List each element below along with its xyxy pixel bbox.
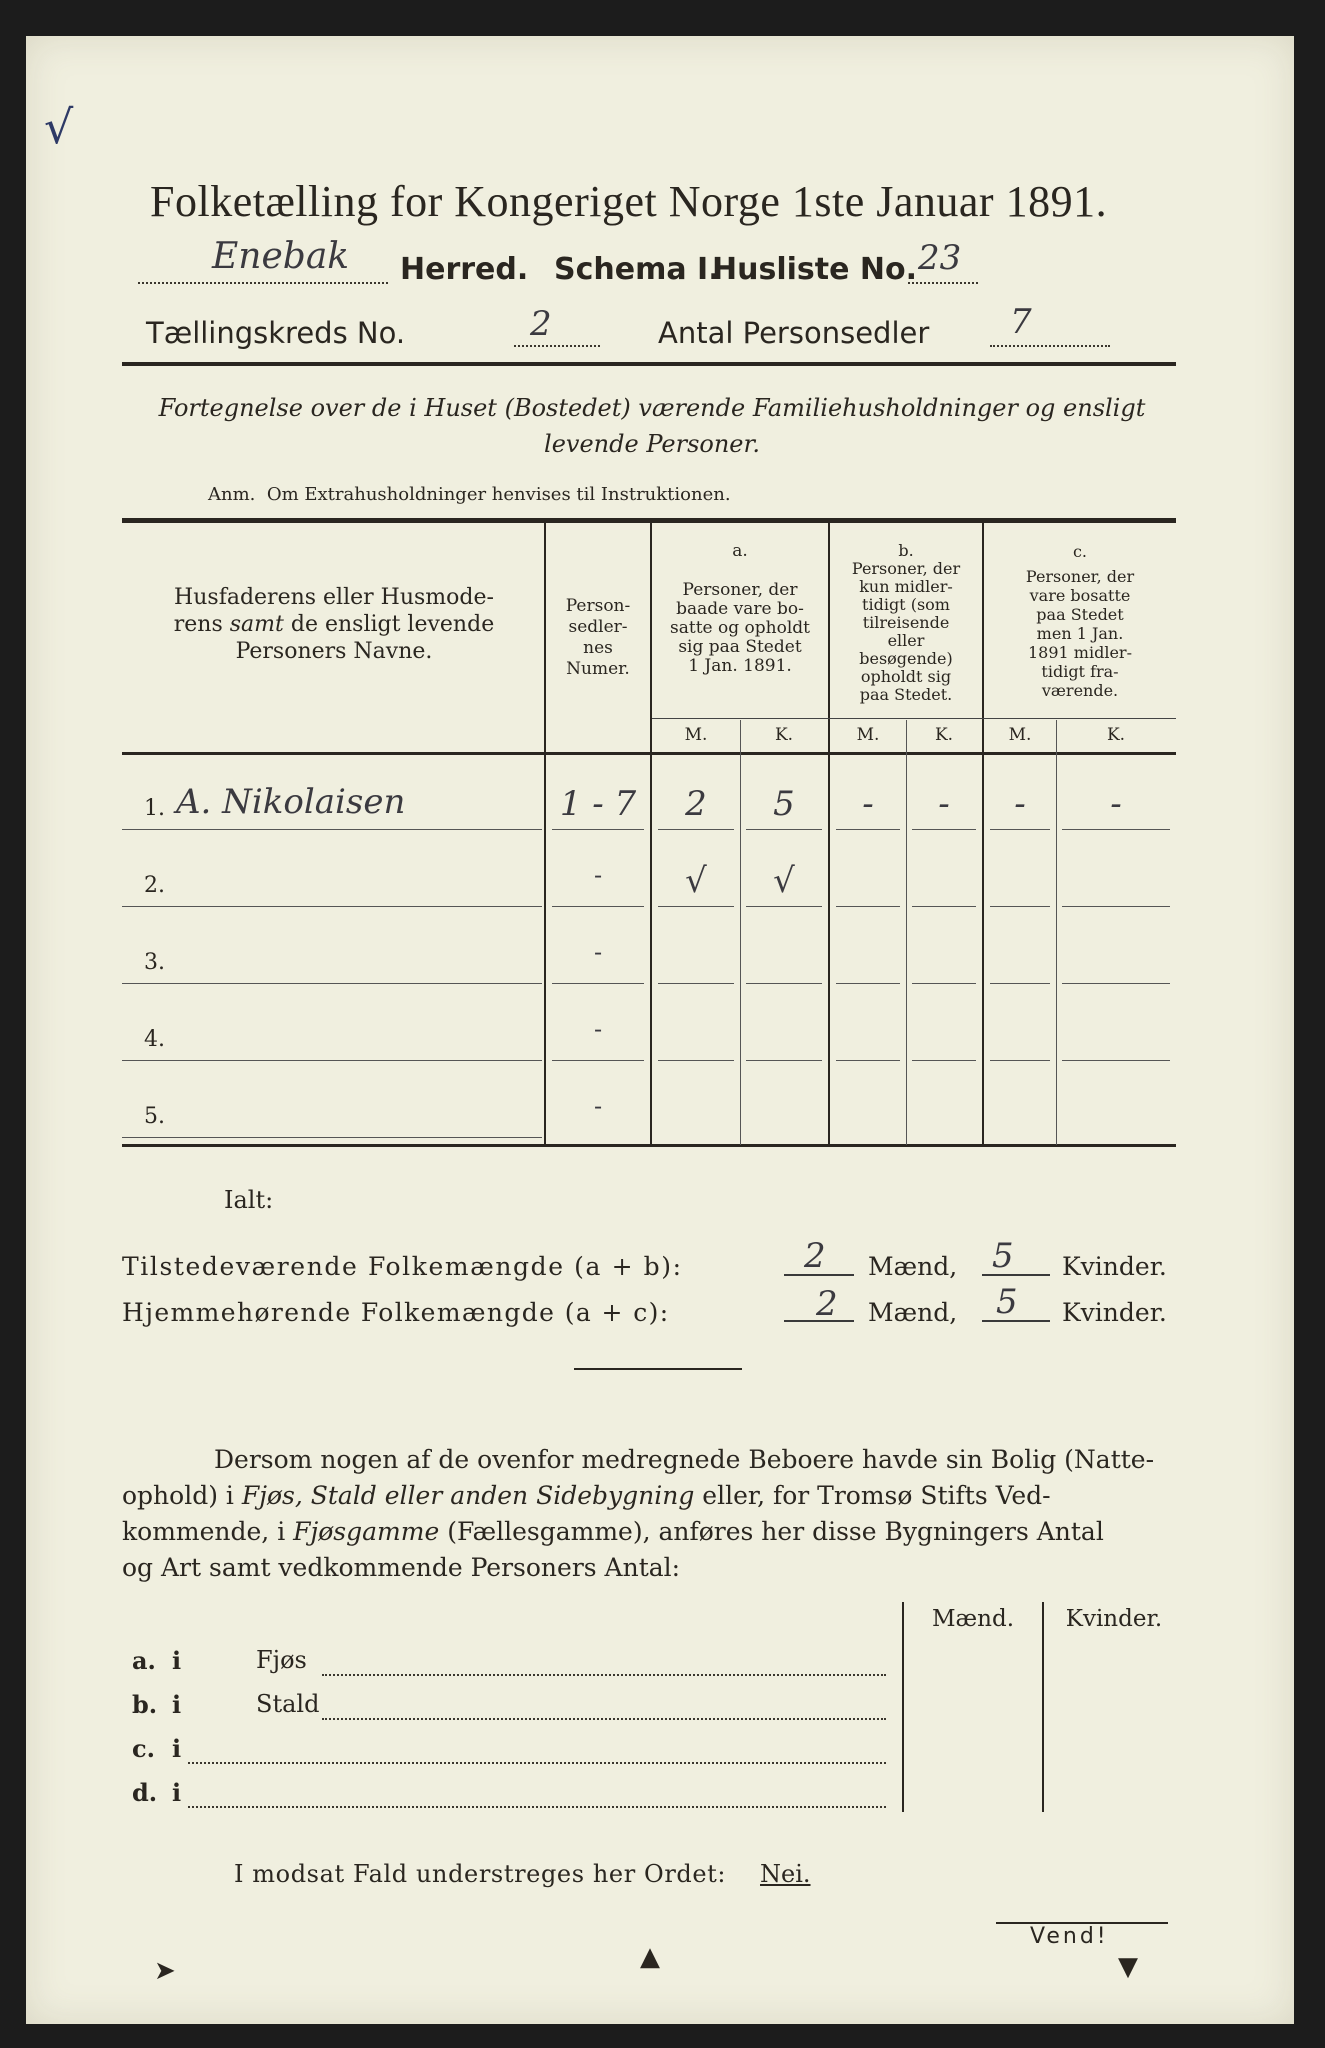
tilstede-maend-label: Mænd, xyxy=(868,1252,958,1281)
col-header-a-line-2: baade vare bo- xyxy=(676,599,804,619)
col-header-numer xyxy=(546,596,650,680)
row-name-rule xyxy=(122,1137,542,1138)
footer-col-kvinder: Kvinder. xyxy=(1065,1606,1163,1632)
footer-paragraph-line-3b: Fjøsgamme xyxy=(293,1517,440,1546)
col-header-a xyxy=(652,542,828,676)
footer-item-label: Stald xyxy=(256,1690,320,1718)
footer-item-dotted-line xyxy=(188,1806,886,1808)
footer-paragraph-line-3a: kommende, i xyxy=(122,1517,294,1546)
col-header-c-line-5: 1891 midler- xyxy=(1028,643,1132,662)
row-cell-am: 2 xyxy=(685,784,707,824)
col-header-names-line-2 xyxy=(126,611,542,638)
intro-line-2: levende Personer. xyxy=(544,430,760,458)
row-cell-sedler: - xyxy=(593,1015,603,1043)
footer-item-i: i xyxy=(172,1734,182,1763)
row-cell-rule xyxy=(990,906,1050,907)
footer-paragraph-line-4: og Art samt vedkommende Personers Antal: xyxy=(122,1553,681,1582)
table-bottom-rule xyxy=(122,1144,1176,1147)
footer-item-letter: a. xyxy=(132,1646,156,1675)
row-cell-rule xyxy=(912,829,976,830)
herred-label: Herred. xyxy=(400,252,529,287)
mk-subheader-rule xyxy=(652,718,1176,719)
tilstede-kvinder-value: 5 xyxy=(992,1236,1014,1276)
herred-value: Enebak xyxy=(212,236,350,277)
footer-item-label: Fjøs xyxy=(256,1646,307,1674)
footer-col-divider-1 xyxy=(902,1602,904,1812)
intro-line-1: Fortegnelse over de i Huset (Bostedet) værende Familiehusholdninger og ensligt xyxy=(158,394,1146,422)
col-header-numer-line-3: nes xyxy=(583,638,613,658)
row-cell-rule xyxy=(912,1060,976,1061)
row-name-rule xyxy=(122,906,542,907)
row-cell-rule xyxy=(990,1060,1050,1061)
col-header-b-line-1: Personer, der xyxy=(851,559,961,578)
antal-value: 7 xyxy=(1010,302,1032,342)
row-name-rule xyxy=(122,829,542,830)
tilstede-label: Tilstedeværende Folkemængde (a + b): xyxy=(122,1252,683,1281)
col-header-b-line-2: kun midler- xyxy=(859,577,953,596)
row-cell-rule xyxy=(912,906,976,907)
col-header-b xyxy=(830,542,982,704)
row-cell-ak: 5 xyxy=(773,784,795,824)
tilstede-maend-value: 2 xyxy=(804,1236,826,1276)
footer-paragraph-line-2 xyxy=(122,1478,1182,1514)
row-cell-sedler: 1 - 7 xyxy=(559,784,637,824)
row-cell-rule xyxy=(746,1060,822,1061)
col-header-names xyxy=(126,584,542,665)
modsat-label: I modsat Fald understreges her Ordet: xyxy=(234,1860,727,1888)
vend-label: Vend! xyxy=(1030,1924,1109,1949)
footer-paragraph-line-3 xyxy=(122,1514,1182,1550)
footer-item-letter: b. xyxy=(132,1690,158,1719)
footer-paragraph-line-3c: (Fællesgamme), anføres her disse Bygningers Antal xyxy=(439,1517,1104,1546)
row-number: 2. xyxy=(144,873,165,898)
hjemme-label: Hjemmehørende Folkemængde (a + c): xyxy=(122,1298,670,1327)
husliste-value: 23 xyxy=(918,238,962,278)
row-cell-rule xyxy=(1062,1060,1170,1061)
table-top-rule xyxy=(122,518,1176,523)
row-cell-bk: - xyxy=(938,784,950,824)
registration-arrow-center-icon: ▲ xyxy=(640,1942,660,1972)
hjemme-kvinder-label: Kvinder. xyxy=(1062,1298,1167,1327)
footer-item-dotted-line xyxy=(322,1718,886,1720)
col-header-b-line-8: paa Stedet. xyxy=(859,685,953,704)
col-header-b-line-4: tilreisende xyxy=(862,613,950,632)
col-a-k-label: K. xyxy=(774,725,794,745)
row-name-rule xyxy=(122,1060,542,1061)
row-cell-rule xyxy=(658,829,734,830)
col-a-m-label: M. xyxy=(684,725,708,745)
row-cell-rule xyxy=(1062,983,1170,984)
footer-item-dotted-line xyxy=(188,1762,886,1764)
col-header-names-line-3: Personers Navne. xyxy=(235,639,433,664)
row-cell-rule xyxy=(552,906,644,907)
table-header-bottom-rule xyxy=(122,752,1176,755)
form-title: Folketælling for Kongeriget Norge 1ste Januar 1891. xyxy=(150,177,1108,226)
census-form-page xyxy=(26,36,1294,2024)
herred-field-line xyxy=(138,282,388,284)
row-name: A. Nikolaisen xyxy=(176,782,406,822)
footer-item-letter: c. xyxy=(132,1734,155,1763)
row-cell-rule xyxy=(552,829,644,830)
taellingskreds-value: 2 xyxy=(530,304,552,344)
footer-item-i: i xyxy=(172,1690,182,1719)
col-header-b-line-6: besøgende) xyxy=(859,649,953,668)
col-header-numer-line-4: Numer. xyxy=(566,659,630,679)
col-header-c-line-3: paa Stedet xyxy=(1036,605,1124,624)
row-number: 5. xyxy=(144,1104,165,1129)
col-c-k-label: K. xyxy=(1106,725,1126,745)
row-number: 4. xyxy=(144,1027,165,1052)
col-header-c-line-7: værende. xyxy=(1041,681,1119,700)
col-header-b-letter: b. xyxy=(898,541,914,560)
row-cell-rule xyxy=(746,983,822,984)
taellingskreds-field-line xyxy=(514,345,600,347)
col-header-b-line-7: opholdt sig xyxy=(860,667,952,686)
col-header-numer-line-2: sedler- xyxy=(568,617,628,637)
row-number: 3. xyxy=(144,950,165,975)
antal-label: Antal Personsedler xyxy=(658,316,930,350)
col-header-names-line-2b: samt xyxy=(229,612,284,637)
row-cell-am: √ xyxy=(685,861,707,901)
modsat-word-nei: Nei. xyxy=(760,1860,811,1888)
col-header-b-line-5: eller xyxy=(887,631,925,650)
footer-paragraph-line-2a: ophold) i xyxy=(122,1481,242,1510)
col-header-names-line-2c: de ensligt levende xyxy=(283,612,495,637)
antal-field-line xyxy=(990,345,1110,347)
row-cell-rule xyxy=(836,906,900,907)
row-cell-rule xyxy=(990,983,1050,984)
footer-paragraph xyxy=(122,1442,1182,1586)
hjemme-kvinder-value: 5 xyxy=(996,1282,1018,1322)
row-number: 1. xyxy=(144,796,165,821)
taellingskreds-label: Tællingskreds No. xyxy=(146,316,406,350)
husliste-label: Husliste No. xyxy=(712,252,917,287)
col-header-names-line-2a: rens xyxy=(173,612,230,637)
footer-col-maend: Mænd. xyxy=(931,1606,1015,1632)
col-header-c-line-6: tidigt fra- xyxy=(1041,662,1119,681)
footer-item-letter: d. xyxy=(132,1778,158,1807)
ialt-label: Ialt: xyxy=(224,1186,274,1214)
footer-paragraph-line-2c: eller, for Tromsø Stifts Ved- xyxy=(694,1481,1051,1510)
footer-paragraph-line-1: Dersom nogen af de ovenfor medregnede Beboere havde sin Bolig (Natte- xyxy=(214,1445,1155,1474)
col-header-c-line-4: men 1 Jan. xyxy=(1036,624,1124,643)
footer-item-i: i xyxy=(172,1778,182,1807)
footer-col-divider-2 xyxy=(1042,1602,1044,1812)
row-cell-rule xyxy=(658,1060,734,1061)
row-cell-cm: - xyxy=(1014,784,1026,824)
hjemme-maend-label: Mænd, xyxy=(868,1298,958,1327)
row-cell-sedler: - xyxy=(593,1092,603,1120)
col-c-m-label: M. xyxy=(1008,725,1032,745)
corner-check-mark: √ xyxy=(44,100,74,154)
husliste-field-line xyxy=(908,282,978,284)
header-rule xyxy=(122,362,1176,366)
row-cell-rule xyxy=(912,983,976,984)
row-cell-rule xyxy=(746,829,822,830)
row-cell-rule xyxy=(658,906,734,907)
row-cell-rule xyxy=(990,829,1050,830)
row-cell-rule xyxy=(658,983,734,984)
row-cell-rule xyxy=(746,906,822,907)
col-header-a-line-4: sig paa Stedet xyxy=(678,637,802,657)
anm-note: Anm. Om Extrahusholdninger henvises til Instruktionen. xyxy=(208,484,731,505)
col-header-c-line-1: Personer, der xyxy=(1025,567,1135,586)
col-header-a-line-5: 1 Jan. 1891. xyxy=(688,656,792,676)
hjemme-maend-value: 2 xyxy=(816,1284,838,1324)
footer-item-dotted-line xyxy=(322,1674,886,1676)
row-cell-sedler: - xyxy=(593,938,603,966)
col-header-b-line-3: tidigt (som xyxy=(862,595,950,614)
row-cell-rule xyxy=(836,829,900,830)
col-header-c xyxy=(984,542,1176,700)
row-cell-rule xyxy=(836,983,900,984)
registration-arrow-left-icon: ➤ xyxy=(154,1956,176,1986)
schema-label: Schema I. xyxy=(554,252,720,287)
registration-arrow-right-icon: ▼ xyxy=(1118,1952,1138,1982)
footer-item-i: i xyxy=(172,1646,182,1675)
col-header-a-line-1: Personer, der xyxy=(682,580,798,600)
col-header-c-letter: c. xyxy=(1072,542,1088,561)
col-header-c-line-2: vare bosatte xyxy=(1029,586,1131,605)
col-b-m-label: M. xyxy=(856,725,880,745)
section-separator xyxy=(574,1368,742,1370)
row-cell-rule xyxy=(1062,906,1170,907)
col-header-names-line-1: Husfaderens eller Husmode- xyxy=(174,585,494,610)
col-header-numer-line-1: Person- xyxy=(565,596,631,616)
footer-paragraph-line-2b: Fjøs, Stald eller anden Sidebygning xyxy=(241,1481,695,1510)
row-cell-ak: √ xyxy=(773,861,795,901)
tilstede-kvinder-label: Kvinder. xyxy=(1062,1252,1167,1281)
col-header-a-line-3: satte og opholdt xyxy=(670,618,810,638)
row-cell-rule xyxy=(836,1060,900,1061)
col-b-k-label: K. xyxy=(934,725,954,745)
row-cell-rule xyxy=(1062,829,1170,830)
row-cell-rule xyxy=(552,983,644,984)
row-cell-sedler: - xyxy=(593,861,603,889)
row-cell-bm: - xyxy=(862,784,874,824)
row-cell-rule xyxy=(552,1060,644,1061)
col-header-a-letter: a. xyxy=(732,541,748,561)
row-cell-ck: - xyxy=(1110,784,1122,824)
row-name-rule xyxy=(122,983,542,984)
